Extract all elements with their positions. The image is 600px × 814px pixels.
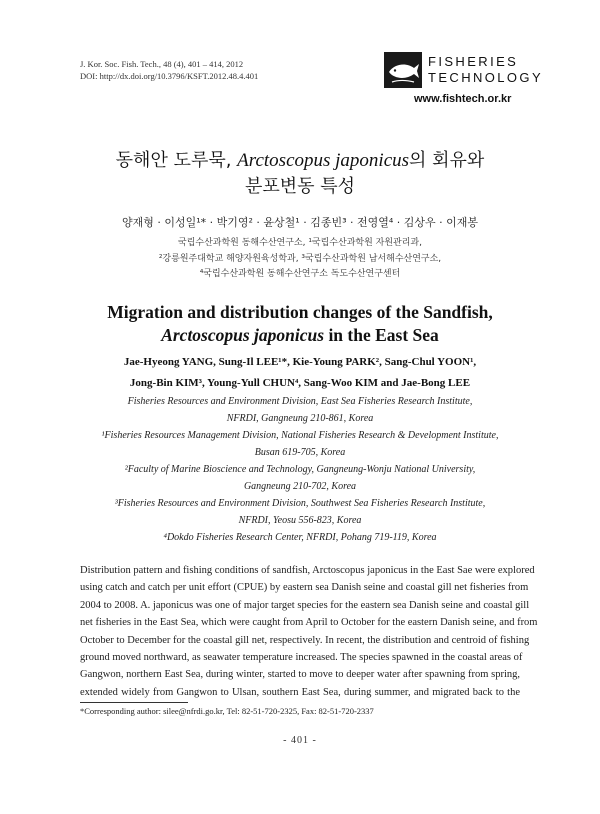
fish-logo-icon: [384, 52, 422, 88]
abstract-line: October to December for the coastal gill net, respectively. In recent, the distribution and centroid of fishing: [80, 634, 530, 646]
journal-citation: J. Kor. Soc. Fish. Tech., 48 (4), 401 – 414, 2012: [80, 59, 244, 69]
english-title-line2: [40, 325, 560, 346]
english-affiliation-line: Busan 619-705, Korea: [254, 447, 346, 458]
abstract-line: net fisheries in the East Sea, which were caught from April to October for the eastern Danish seine, and from: [80, 617, 538, 629]
korean-affiliation-2: ²강릉원주대학교 해양자원육성학과, ³국립수산과학원 남서해수산연구소,: [158, 254, 442, 264]
korean-title-line1: [40, 146, 560, 172]
abstract-line: ground moved northward, as seawater temperature increased. The species spawned in the coastal areas of: [80, 652, 523, 664]
english-affiliation-line: Fisheries Resources and Environment Division, East Sea Fisheries Research Institute,: [127, 396, 473, 407]
korean-authors: 양재형 · 이성일¹* · 박기영² · 윤상철¹ · 김종빈³ · 전영열⁴ · 김상우 · 이재봉: [122, 216, 478, 229]
korean-title-line2: 분포변동 특성: [244, 176, 356, 197]
journal-logo: [384, 47, 544, 109]
english-affiliation-line: ³Fisheries Resources and Environment Division, Southwest Sea Fisheries Research Institute,: [114, 498, 486, 509]
corresponding-author-footnote: *Corresponding author: silee@nfrdi.go.kr, Tel: 82-51-720-2325, Fax: 82-51-720-2337: [80, 706, 374, 716]
english-authors-line2: Jong-Bin KIM³, Young-Yull CHUN⁴, Sang-Woo KIM and Jae-Bong LEE: [129, 377, 471, 389]
abstract-line: using catch and catch per unit effort (CPUE) by eastern sea Danish seine and coastal gill net fisheries from: [80, 582, 529, 594]
korean-title-species: Arctoscopus japonicus: [237, 150, 410, 171]
abstract: [80, 562, 538, 701]
logo-text-technology: TECHNOLOGY: [428, 70, 544, 85]
abstract-line: Gangwon, northern East Sea, during winter, started to move to deeper water after spawning from spring,: [80, 669, 520, 681]
korean-title-part-c: 의 회유와: [409, 150, 485, 171]
english-affiliation-line: ⁴Dokdo Fisheries Research Center, NFRDI, Pohang 719-119, Korea: [163, 532, 437, 543]
english-title-line1: Migration and distribution changes of the Sandfish,: [107, 302, 493, 322]
english-affiliation-line: NFRDI, Gangneung 210-861, Korea: [226, 413, 374, 424]
abstract-line: Distribution pattern and fishing conditions of sandfish, Arctoscopus japonicus in the East Sae were explored: [80, 565, 535, 576]
abstract-line: 2004 to 2008. A. japonicus was one of major target species for the eastern sea Danish seine and coastal gill: [80, 599, 530, 611]
doi-line: DOI: http://dx.doi.org/10.3796/KSFT.2012.48.4.401: [80, 71, 259, 81]
english-title-suffix: in the East Sea: [324, 325, 439, 345]
english-affiliation-line: Gangneung 210-702, Korea: [243, 481, 357, 492]
english-affiliation-line: ²Faculty of Marine Bioscience and Technology, Gangneung-Wonju National University,: [124, 464, 476, 475]
english-title-species: Arctoscopus japonicus: [161, 325, 325, 345]
korean-affiliation-1: 국립수산과학원 동해수산연구소, ¹국립수산과학원 자원관리과,: [178, 238, 422, 248]
page-number: - 401 -: [283, 735, 317, 746]
korean-title-part-a: 동해안 도루묵,: [115, 150, 238, 171]
footnote-divider: [80, 702, 188, 703]
journal-url[interactable]: www.fishtech.or.kr: [414, 93, 512, 105]
logo-text-fisheries: FISHERIES: [428, 54, 519, 69]
korean-affiliation-3: ⁴국립수산과학원 동해수산연구소 독도수산연구센터: [199, 269, 401, 279]
english-authors-line1: Jae-Hyeong YANG, Sung-Il LEE¹*, Kie-Young PARK², Sang-Chul YOON¹,: [123, 356, 477, 368]
abstract-line: extended widely from Gangwon to Ulsan, southern East Sea, during summer, and migrated back to the: [80, 686, 520, 698]
english-affiliation-line: NFRDI, Yeosu 556-823, Korea: [238, 515, 362, 526]
english-affiliation-line: ¹Fisheries Resources Management Division, National Fisheries Research & Development Institute,: [101, 430, 499, 441]
